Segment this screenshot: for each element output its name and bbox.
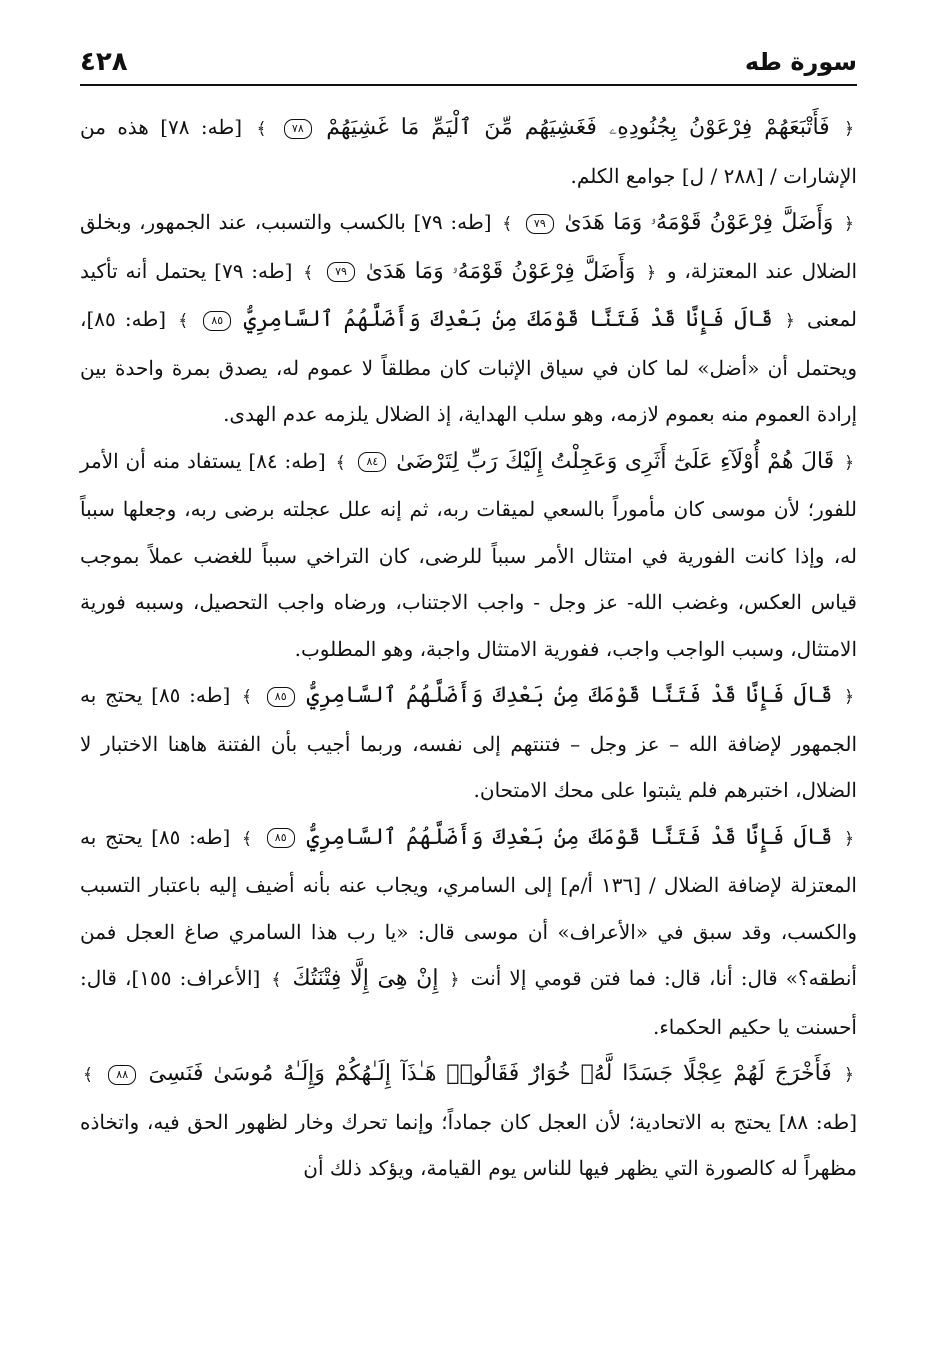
commentary-text: [الأعراف: ١٥٥]، قال: أحسنت يا حكيم الحكماء. bbox=[80, 966, 857, 1039]
commentary-text: [طه: ٨٤] يستفاد منه أن الأمر للفور؛ لأن موسى كان مأموراً بالسعي لميقات ربه، ثم إنه علل عجلته برضى ربه، وجعلها سبباً له، وإذا كانت الفورية في امتثال الأمر سبباً للرضى، كان التراخي سبباً للغضب عملاً بموجب قياس العكس، وغضب الله- عز وجل - واجب الاجتناب، ورضاه واجب التحصيل، وسببه فورية الامتثال، وسبب الواجب واجب، ففورية الامتثال واجبة، وهو المطلوب. bbox=[80, 448, 857, 661]
quran-verse: إِنْ هِىَ إِلَّا فِتْنَتُكَ bbox=[292, 966, 439, 991]
quran-brace: ﴾ bbox=[502, 214, 513, 234]
quran-verse: قَالَ فَإِنَّا قَدْ فَتَنَّا قَوْمَكَ مِنۢ بَعْدِكَ وَأَضَلَّهُمُ ٱلسَّامِرِيُّ bbox=[243, 307, 773, 332]
quran-brace: ﴿ bbox=[449, 970, 460, 990]
quran-brace: ﴾ bbox=[335, 452, 346, 473]
page-number: ٤٢٨ bbox=[80, 47, 128, 77]
surah-title: سورة طه bbox=[744, 48, 857, 76]
paragraph bbox=[80, 438, 857, 673]
paragraph bbox=[80, 814, 857, 1051]
ayah-number-icon: ٨٨ bbox=[108, 1065, 136, 1085]
commentary-text: [طه: ٧٩] بالكسب والتسبب، عند الجمهور، وبخلق الضلال عند المعتزلة، و bbox=[80, 210, 858, 283]
quran-verse: قَالَ هُمْ أُوْلَآءِ عَلَىٰٓ أَثَرِى وَعَجِلْتُ إِلَيْكَ رَبِّ لِتَرْضَىٰ bbox=[396, 448, 835, 474]
ayah-number-icon: ٨٤ bbox=[358, 452, 386, 472]
quran-brace: ﴿ bbox=[646, 262, 657, 283]
quran-brace: ﴿ bbox=[844, 452, 855, 473]
quran-verse: وَأَضَلَّ فِرْعَوْنُ قَوْمَهُۥ وَمَا هَدَىٰ bbox=[365, 258, 636, 284]
commentary-text: [طه: ٨٥]، ويحتمل أن «أضل» لما كان في سياق الإثبات كان مطلقاً لا عموم له، يصدق بمرة واحدة بين إرادة العموم منه بعموم لازمه، وهو سلب الهداية، إذ الضلال يلزمه عدم الهدى. bbox=[80, 307, 857, 426]
quran-brace: ﴿ bbox=[844, 687, 855, 707]
quran-brace: ﴿ bbox=[844, 214, 855, 234]
quran-brace: ﴿ bbox=[844, 119, 855, 139]
quran-verse: فَأَخْرَجَ لَهُمْ عِجْلًا جَسَدًا لَّهُۥ خُوَارٌ فَقَالُوا۟ هَـٰذَآ إِلَـٰهُكُمْ وَإِلَـٰهُ مُوسَىٰ فَنَسِىَ bbox=[148, 1061, 832, 1086]
quran-brace: ﴾ bbox=[271, 970, 282, 990]
page-body bbox=[80, 104, 857, 1192]
quran-brace: ﴾ bbox=[303, 262, 314, 283]
commentary-text: [طه: ٧٨] هذه من الإشارات / [٢٨٨ / ل] جوامع الكلم. bbox=[80, 115, 857, 188]
ayah-number-icon: ٧٨ bbox=[284, 119, 312, 139]
ayah-number-icon: ٧٩ bbox=[526, 214, 554, 234]
quran-brace: ﴾ bbox=[178, 311, 189, 331]
ayah-number-icon: ٨٥ bbox=[267, 687, 295, 707]
quran-verse: فَأَتْبَعَهُمْ فِرْعَوْنُ بِجُنُودِهِۦ فَغَشِيَهُم مِّنَ ٱلْيَمِّ مَا غَشِيَهُمْ bbox=[326, 115, 830, 140]
paragraph bbox=[80, 199, 857, 438]
quran-verse: قَالَ فَإِنَّا قَدْ فَتَنَّا قَوْمَكَ مِنۢ بَعْدِكَ وَأَضَلَّهُمُ ٱلسَّامِرِيُّ bbox=[306, 683, 833, 708]
quran-brace: ﴿ bbox=[844, 1065, 855, 1085]
quran-verse: وَأَضَلَّ فِرْعَوْنُ قَوْمَهُۥ وَمَا هَدَىٰ bbox=[564, 210, 834, 235]
ayah-number-icon: ٨٥ bbox=[203, 311, 231, 331]
quran-brace: ﴿ bbox=[784, 311, 795, 331]
commentary-text: [طه: ٨٥] يحتج به الجمهور لإضافة الله – عز وجل – فتنتهم إلى نفسه، وربما أجيب بأن الفتنة هاهنا الاختبار لا الضلال، اختبرهم فلم يثبتوا على محك الامتحان. bbox=[80, 683, 857, 802]
quran-brace: ﴿ bbox=[844, 828, 855, 849]
quran-brace: ﴾ bbox=[256, 119, 267, 139]
paragraph bbox=[80, 672, 857, 814]
paragraph bbox=[80, 1050, 857, 1192]
commentary-text: [طه: ٨٥] يحتج به المعتزلة لإضافة الضلال / [١٣٦ أ/م] إلى السامري، ويجاب عنه بأنه أضيف إليه باعتبار التسبب والكسب، وقد سبق في «الأعراف» أن موسى قال: «يا رب هذا السامري صاغ العجل فمن أنطقه؟» قال: أنا، قال: فما فتن قومي إلا أنت bbox=[80, 824, 857, 990]
commentary-text: [طه: ٨٨] يحتج به الاتحادية؛ لأن العجل كان جماداً؛ وإنما تحرك وخار لظهور الحق فيه، واتخاذه مظهراً له كالصورة التي يظهر فيها للناس يوم القيامة، ويؤكد ذلك أن bbox=[80, 1109, 857, 1180]
quran-brace: ﴾ bbox=[242, 687, 252, 707]
ayah-number-icon: ٧٩ bbox=[327, 262, 355, 282]
quran-brace: ﴾ bbox=[242, 828, 252, 849]
ayah-number-icon: ٨٥ bbox=[267, 828, 295, 848]
page-header bbox=[80, 40, 857, 86]
paragraph bbox=[80, 104, 857, 199]
quran-verse: قَالَ فَإِنَّا قَدْ فَتَنَّا قَوْمَكَ مِنۢ بَعْدِكَ وَأَضَلَّهُمُ ٱلسَّامِرِيُّ bbox=[306, 824, 833, 850]
commentary-text: [طه: ٧٩] يحتمل أنه تأكيد لمعنى bbox=[80, 258, 858, 331]
quran-brace: ﴾ bbox=[83, 1065, 93, 1085]
